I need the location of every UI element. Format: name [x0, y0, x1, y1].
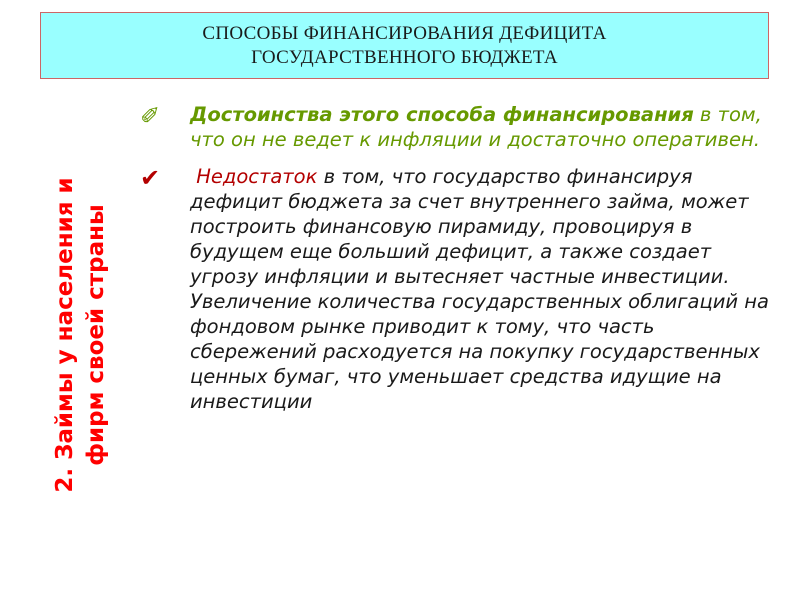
slide-title-line-2: ГОСУДАРСТВЕННОГО БЮДЖЕТА [251, 46, 558, 68]
disadvantage-text: в том, что государство финансируя дефицит бюджета за счет внутреннего займа, может построить финансовую пирамиду, провоцируя в будущем еще больший дефицит, а также создает угрозу инфляции и вытесняет частные инвестиции. Увеличение количества государственных облигаций на фондовом рынке приводит к тому, что часть сбережений расходуется на покупку государственных ценных бумаг, что уменьшает средства идущие на инвестиции [190, 165, 769, 413]
bullet-list [140, 102, 780, 414]
slide-title-box [40, 12, 769, 79]
side-label: 2. Займы у населения и фирм своей страны [52, 177, 109, 493]
pencil-check-icon: ✐ [140, 102, 161, 130]
disadvantage-heading: Недостаток [196, 165, 318, 188]
slide-title-line-1: СПОСОБЫ ФИНАНСИРОВАНИЯ ДЕФИЦИТА [202, 22, 607, 44]
side-label-container [36, 140, 126, 530]
bullet-disadvantage [140, 164, 780, 414]
check-mark-icon: ✔ [140, 164, 161, 192]
bullet-advantages [140, 102, 780, 152]
advantages-heading: Достоинства этого способа финансирования [190, 103, 694, 126]
advantages-text: в том, что он не ведет к инфляции и достаточно оперативен. [190, 103, 762, 151]
